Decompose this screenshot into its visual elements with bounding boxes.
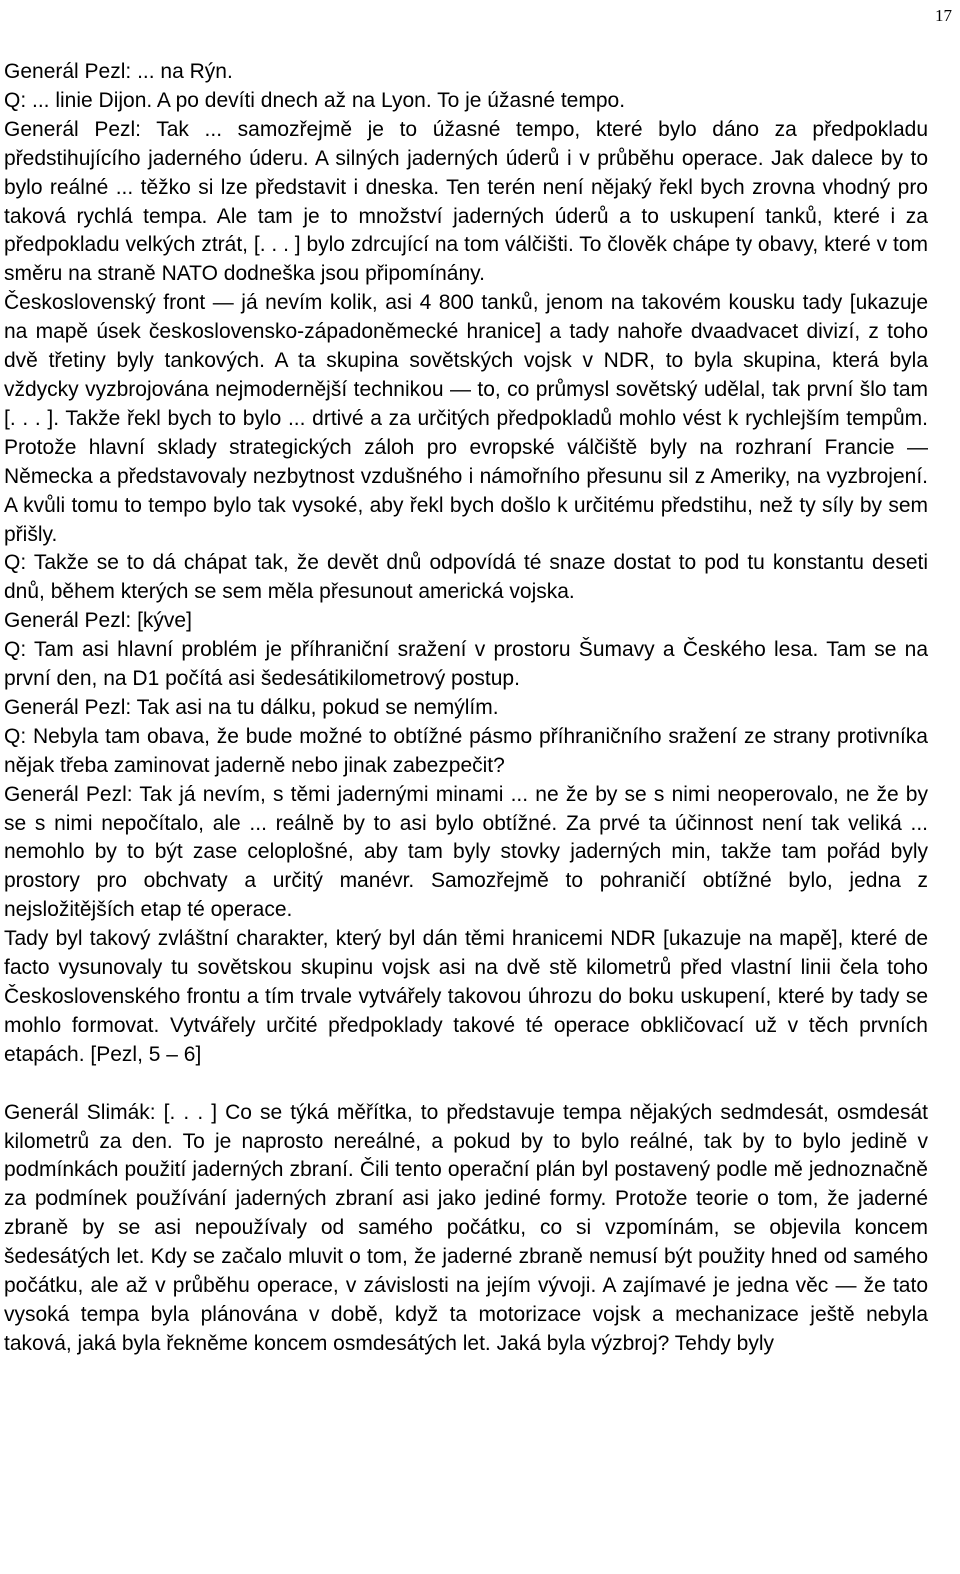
paragraph-pezl-ryn: Generál Pezl: ... na Rýn. (4, 60, 233, 83)
page-number: 17 (935, 6, 952, 25)
paragraph-ceskoslovensky-front: Československý front — já nevím kolik, asi 4 800 tanků, jenom na takovém kousku tady [ukazuje na mapě úsek československo-západoněmecké hranice] a tady nahoře dvaadvacet divizí, z toho dvě třetiny byly tankových. A ta skupina sovětských vojsk v NDR, to byla skupina, která byla vždycky vyzbrojována nejmodernější technikou — to, co průmysl sovětský udělal, tak první šlo tam [. . . ]. Takže řekl bych to bylo ... drtivé a za určitých předpokladů mohlo vést k rychlejším tempům. Protože hlavní sklady strategických záloh pro evropské válčiště byly na rozhraní Francie — Německa a představovaly nezbytnost vzdušného i námořního přesunu sil z Ameriky, na vyzbrojení. A kvůli tomu to tempo bylo tak vysoké, aby řekl bych došlo k určitému předstihu, než ty síly by sem přišly. (4, 291, 928, 546)
paragraph-q-sumava: Q: Tam asi hlavní problém je příhraniční sražení v prostoru Šumavy a Českého lesa. Tam se na první den, na D1 počítá asi šedesátikilometrový postup. (4, 638, 928, 691)
paragraph-pezl-kyve: Generál Pezl: [kýve] (4, 609, 192, 633)
paragraph-q-dijon: Q: ... linie Dijon. A po devíti dnech až na Lyon. To je úžasné tempo. (4, 88, 626, 112)
paragraph-q-obava: Q: Nebyla tam obava, že bude možné to obtížné pásmo příhraničního sražení ze strany protivníka nějak třeba zaminovat jaderně nebo jinak zabezpečit? (4, 724, 928, 777)
paragraph-slimak: Generál Slimák: [. . . ] Co se týká měřítka, to představuje tempa nějakých sedmdesát, osmdesát kilometrů za den. To je naprosto nereálné, a pokud by to bylo reálné, tak by to bylo jedině v podmínkách použití jaderných zbraní. Čili tento operační plán byl postavený podle mě jednoznačně za podmínek používání jaderných zbraní asi jako jediné formy. Protože teorie o tom, že jaderné zbraně by se asi nepoužívaly od samého počátku, co si vzpomínám, se objevila koncem šedesátých let. Kdy se začalo mluvit o tom, že jaderné zbraně nemusí být použity hned od samého počátku, ale až v průběhu operace, v závislosti na jejím vývoji. A zajímavé je jedna věc — že tato vysoká tempa byla plánována v době, když ta motorizace vojsk a mechanizace ještě nebyla taková, jaká byla řekněme koncem osmdesátých let. Jaká byla výzbroj? Tehdy byly (4, 1100, 928, 1355)
paragraph-q-devet-dnu: Q: Takže se to dá chápat tak, že devět dnů odpovídá té snaze dostat to pod tu konstantu deseti dnů, během kterých se sem měla přesunout americká vojska. (4, 551, 928, 604)
paragraph-gap (4, 1070, 928, 1099)
paragraph-pezl-dalka: Generál Pezl: Tak asi na tu dálku, pokud se nemýlím. (4, 695, 499, 719)
paragraph-pezl-tempo: Generál Pezl: Tak ... samozřejmě je to úžasné tempo, které bylo dáno za předpokladu předstihujícího jaderného úderu. A silných jaderných úderů i v průběhu operace. Jak dalece by to bylo reálné ... těžko si lze představit i dneska. Ten terén není nějaký řekl bych zrovna vhodný pro taková rychlá tempa. Ale tam je to množství jaderných úderů a to uskupení tanků, které i za předpokladu velkých ztrát, [. . . ] bylo zdrcující na tom válčišti. To člověk chápe ty obavy, které v tom směru na straně NATO dodneška jsou připomínány. (4, 117, 928, 286)
paragraph-hranice-ndr: Tady byl takový zvláštní charakter, který byl dán těmi hranicemi NDR [ukazuje na mapě], které de facto vysunovaly tu sovětskou skupinu vojsk asi na dvě stě kilometrů před vlastní linii čela toho Československého frontu a tím trvale vytvářely takovou úhrozu do boku uskupení, které by tady se mohlo formovat. Vytvářely určité předpoklady takové té operace obkličovací už v těch prvních etapách. [Pezl, 5 – 6] (4, 927, 928, 1066)
paragraph-pezl-miny: Generál Pezl: Tak já nevím, s těmi jadernými minami ... ne že by se s nimi neoperovalo, ne že by se s nimi nepočítalo, ale ... reálně by to asi bylo obtížné. Za prvé ta účinnost není tak veliká ... nemohlo by to být zase celoplošné, aby tam byly stovky jaderných min, takže tam pořád byly prostory pro obchvaty a určitý manévr. Samozřejmě to pohraničí obtížné bylo, jedna z nejsložitějších etap té operace. (4, 782, 928, 922)
document-body (4, 58, 928, 1359)
